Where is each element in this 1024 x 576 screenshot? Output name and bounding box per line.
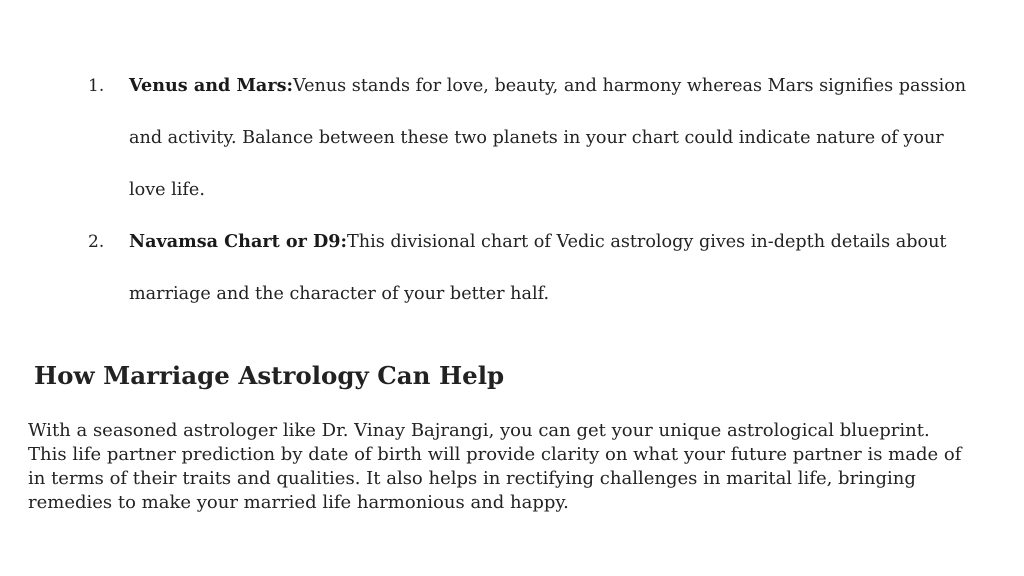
list-number: 1. xyxy=(88,76,105,96)
numbered-list xyxy=(0,60,1024,320)
list-item-venus-mars xyxy=(0,60,969,216)
list-term: Navamsa Chart or D9: xyxy=(129,231,347,252)
list-item-navamsa xyxy=(0,216,969,320)
list-text: This divisional chart of Vedic astrology gives in-depth details about marriage and the character of your better half. xyxy=(129,232,947,304)
list-term: Venus and Mars: xyxy=(129,75,294,96)
section-heading: How Marriage Astrology Can Help xyxy=(34,361,505,390)
body-paragraph: With a seasoned astrologer like Dr. Vinay Bajrangi, you can get your unique astrological blueprint. This life partner prediction by date of birth will provide clarity on what your future partner is made of in terms of their traits and qualities. It also helps in rectifying challenges in marital life, bringing remedies to make your married life harmonious and happy. xyxy=(28,420,962,513)
list-text: Venus stands for love, beauty, and harmony whereas Mars signifies passion and activity. Balance between these two planets in your chart could indicate nature of your love life. xyxy=(129,76,967,200)
list-number: 2. xyxy=(88,232,105,252)
